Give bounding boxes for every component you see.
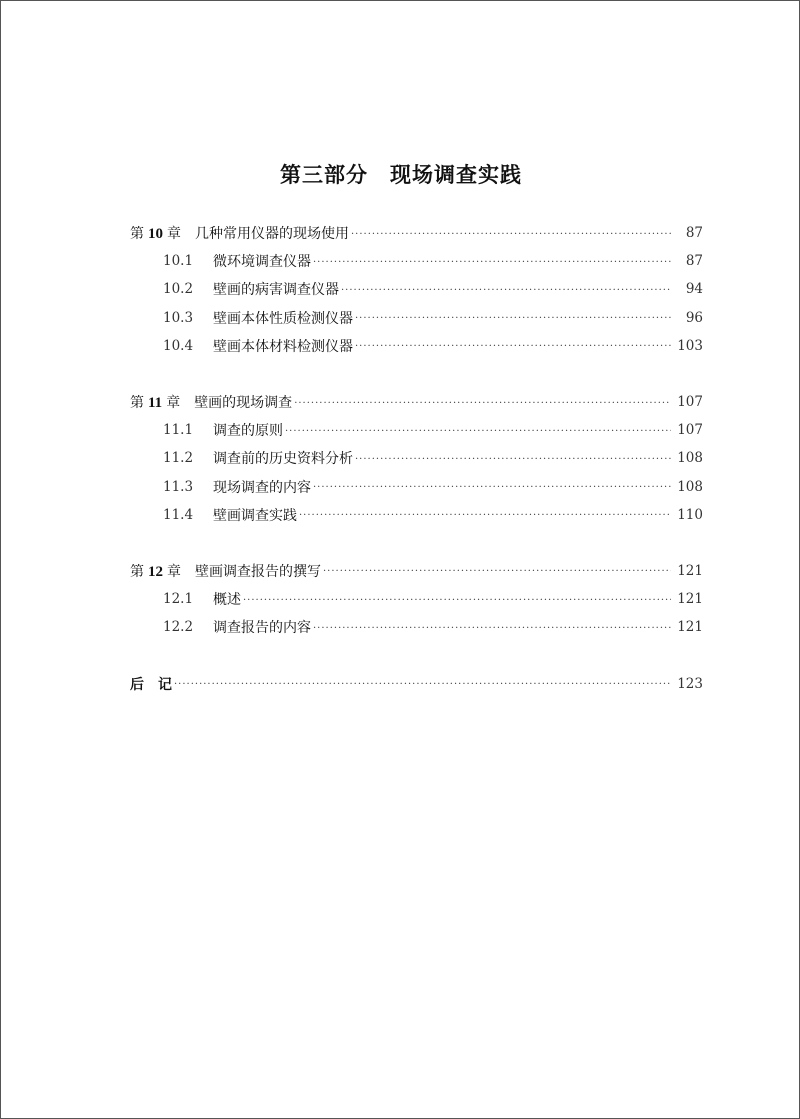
section-number: 11.2: [163, 450, 194, 467]
page-number: 96: [685, 309, 703, 326]
table-of-contents: [130, 219, 703, 698]
chapter-num: 12: [148, 563, 163, 580]
spacer: [130, 641, 703, 669]
section-title: 调查报告的内容: [213, 620, 311, 637]
toc-section-10-2[interactable]: [130, 275, 703, 303]
section-number: 11.4: [163, 506, 194, 523]
section-number: 10.1: [163, 253, 194, 270]
toc-section-12-1[interactable]: [130, 585, 703, 613]
dot-leader: [341, 285, 671, 296]
section-number: 10.2: [163, 281, 194, 298]
page-number: 108: [677, 450, 703, 467]
section-number: 12.2: [163, 619, 194, 636]
section-title: 调查的原则: [213, 423, 283, 440]
chapter-suffix: 章: [166, 395, 181, 412]
section-title: 调查前的历史资料分析: [213, 451, 353, 468]
section-number: 11.3: [163, 478, 194, 495]
chapter-num: 11: [148, 395, 163, 412]
dot-leader: [313, 623, 671, 634]
page-number: 103: [677, 337, 703, 354]
toc-section-11-2[interactable]: [130, 444, 703, 472]
dot-leader: [355, 341, 671, 352]
page-number: 108: [677, 478, 703, 495]
section-title: 壁画本体性质检测仪器: [213, 310, 353, 327]
chapter-number: [130, 392, 180, 412]
dot-leader: [243, 595, 671, 606]
chapter-prefix: 第: [130, 563, 144, 580]
toc-chapter-10[interactable]: [130, 219, 703, 247]
chapter-title: 壁画的现场调查: [194, 395, 293, 412]
toc-section-10-1[interactable]: [130, 247, 703, 275]
dot-leader: [285, 426, 671, 437]
toc-chapter-12[interactable]: [130, 557, 703, 585]
dot-leader: [174, 679, 671, 690]
toc-section-12-2[interactable]: [130, 613, 703, 641]
toc-section-11-1[interactable]: [130, 416, 703, 444]
chapter-title: 壁画调查报告的撰写: [195, 563, 321, 580]
dot-leader: [351, 229, 671, 240]
chapter-num: 10: [148, 226, 163, 243]
spacer: [130, 360, 703, 388]
section-number: 11.1: [163, 422, 194, 439]
section-title: 微环境调查仪器: [213, 254, 311, 271]
page-number: 107: [677, 394, 703, 411]
toc-section-11-4[interactable]: [130, 501, 703, 529]
chapter-number: [130, 561, 181, 581]
page-number: 87: [685, 225, 703, 242]
chapter-prefix: 第: [130, 226, 144, 243]
dot-leader: [355, 313, 671, 324]
dot-leader: [294, 398, 671, 409]
chapter-prefix: 第: [130, 395, 144, 412]
toc-chapter-11[interactable]: [130, 388, 703, 416]
section-title: 壁画的病害调查仪器: [213, 282, 339, 299]
dot-leader: [299, 510, 671, 521]
toc-postscript[interactable]: [130, 669, 703, 697]
page-number: 121: [677, 591, 703, 608]
page-number: 123: [677, 675, 703, 692]
section-number: 10.3: [163, 309, 194, 326]
dot-leader: [323, 566, 671, 577]
chapter-suffix: 章: [167, 226, 181, 243]
page-number: 121: [677, 619, 703, 636]
section-title: 现场调查的内容: [213, 479, 311, 496]
toc-section-10-4[interactable]: [130, 332, 703, 360]
page-number: 121: [677, 562, 703, 579]
section-number: 10.4: [163, 337, 194, 354]
section-title: 概述: [213, 592, 241, 609]
dot-leader: [313, 257, 671, 268]
section-title: 壁画调查实践: [213, 507, 297, 524]
page-number: 94: [685, 281, 703, 298]
dot-leader: [355, 454, 671, 465]
section-title: 壁画本体材料检测仪器: [213, 338, 353, 355]
section-number: 12.1: [163, 591, 194, 608]
dot-leader: [313, 482, 671, 493]
chapter-title: 几种常用仪器的现场使用: [195, 226, 349, 243]
chapter-number: [130, 223, 181, 243]
page-number: 87: [685, 253, 703, 270]
page-number: 107: [677, 422, 703, 439]
postscript-title: 后 记: [130, 676, 172, 693]
toc-section-11-3[interactable]: [130, 473, 703, 501]
spacer: [130, 529, 703, 557]
toc-section-10-3[interactable]: [130, 304, 703, 332]
chapter-suffix: 章: [167, 563, 181, 580]
part-title: 第三部分 现场调查实践: [280, 163, 522, 187]
page-number: 110: [677, 506, 703, 523]
